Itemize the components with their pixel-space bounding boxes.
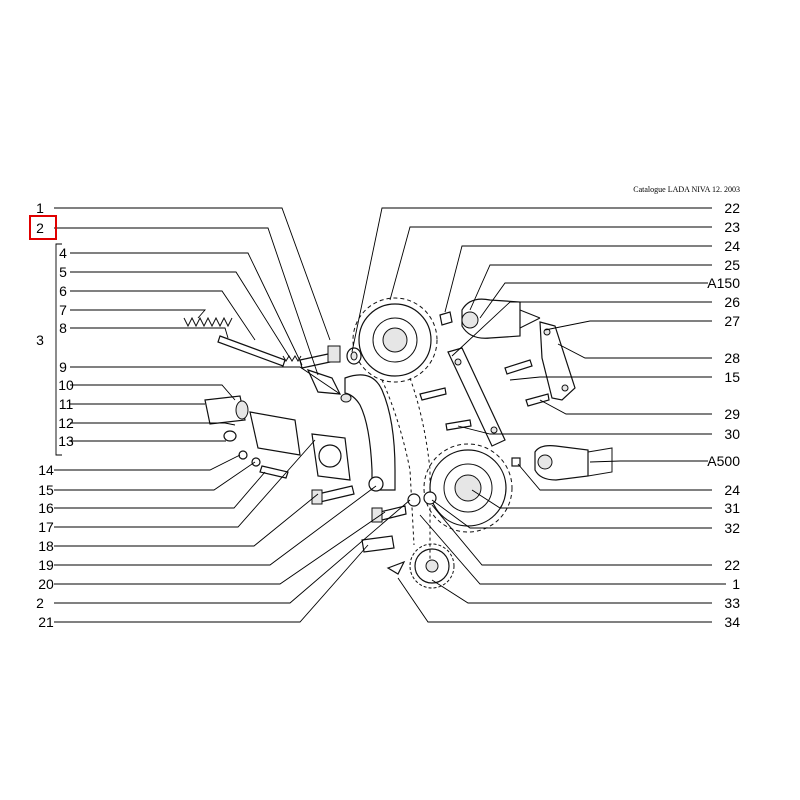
callout-left-5: 5 [59, 264, 67, 280]
callout-right-26: 26 [724, 294, 740, 310]
callout-left-20: 20 [38, 576, 54, 592]
catalogue-caption: Catalogue LADA NIVA 12. 2003 [633, 185, 740, 194]
callout-right-a150: A150 [707, 275, 740, 291]
callout-left-19: 19 [38, 557, 54, 573]
callout-left-4: 4 [59, 245, 67, 261]
callout-right-15: 15 [724, 369, 740, 385]
callout-right-34: 34 [724, 614, 740, 630]
callout-right-25: 25 [724, 257, 740, 273]
callout-right-24: 24 [724, 238, 740, 254]
callout-left-15: 15 [38, 482, 54, 498]
callout-right-22b: 22 [724, 557, 740, 573]
parts-illustration [184, 298, 612, 588]
callout-right-32: 32 [724, 520, 740, 536]
callout-left-11: 11 [58, 396, 74, 412]
callout-left-8: 8 [59, 320, 67, 336]
callout-left-17: 17 [38, 519, 54, 535]
callout-right-27: 27 [724, 313, 740, 329]
callout-left-2-highlighted[interactable]: 2 [36, 220, 44, 236]
callout-left-13: 13 [58, 433, 74, 449]
callout-left-10: 10 [58, 377, 74, 393]
callout-left-16: 16 [38, 500, 54, 516]
callouts-right [707, 200, 740, 630]
callout-right-31: 31 [724, 500, 740, 516]
callout-right-28: 28 [724, 350, 740, 366]
callout-left-9: 9 [59, 359, 67, 375]
callout-left-1: 1 [36, 200, 44, 216]
callout-left-6: 6 [59, 283, 67, 299]
callout-left-18: 18 [38, 538, 54, 554]
callouts-left [36, 200, 74, 630]
callout-right-22: 22 [724, 200, 740, 216]
callout-left-2b: 2 [36, 595, 44, 611]
callout-left-12: 12 [58, 415, 74, 431]
callout-right-24b: 24 [724, 482, 740, 498]
callout-left-3: 3 [36, 332, 44, 348]
callout-left-14: 14 [38, 462, 54, 478]
callout-right-23: 23 [724, 219, 740, 235]
callout-left-21: 21 [38, 614, 54, 630]
callout-right-29: 29 [724, 406, 740, 422]
callout-right-30: 30 [724, 426, 740, 442]
callout-right-a500: A500 [707, 453, 740, 469]
callout-right-1: 1 [732, 576, 740, 592]
callout-left-7: 7 [59, 302, 67, 318]
callout-right-33: 33 [724, 595, 740, 611]
